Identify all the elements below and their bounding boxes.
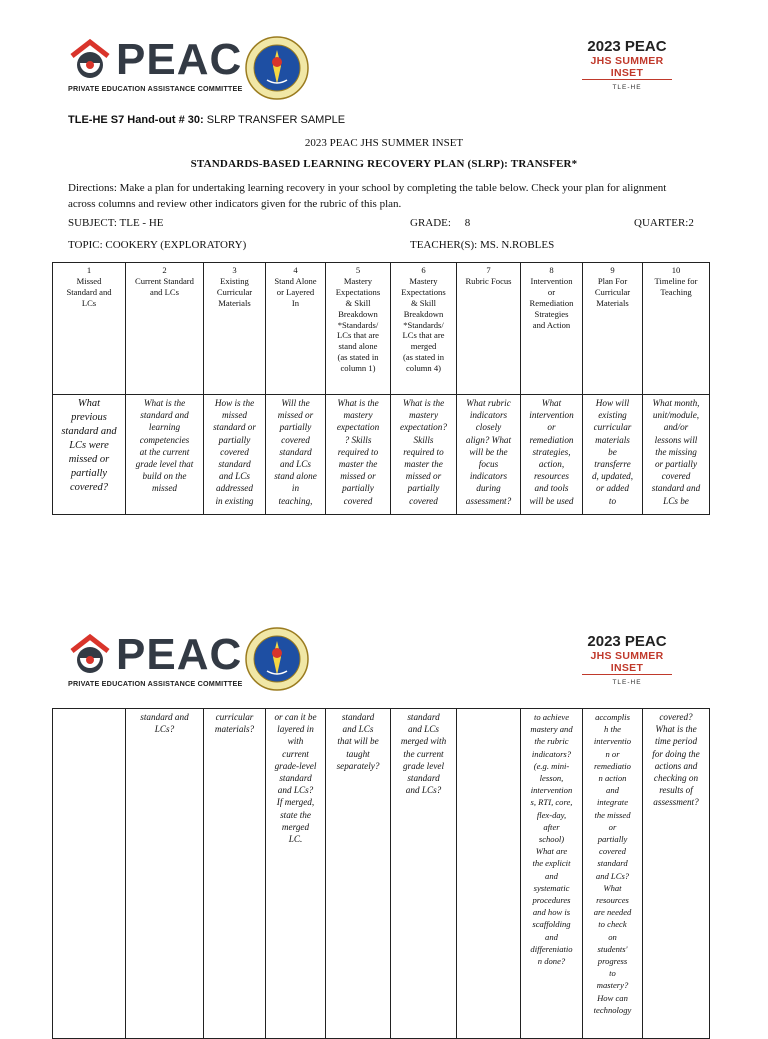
continued-question-line: the missed	[594, 809, 631, 820]
continued-question-line: s, RTI, core,	[530, 797, 573, 808]
inset-badge	[582, 38, 672, 91]
guide-question-line: master the	[404, 459, 443, 470]
column-header-line: merged	[410, 341, 437, 352]
column-header-line: & Skill	[345, 297, 371, 308]
continued-question-line: merged	[281, 821, 310, 832]
guide-question-5	[326, 395, 391, 515]
continued-question-line: assessment?	[653, 797, 699, 808]
continued-question-line: interventio	[593, 736, 632, 747]
continued-question-7	[457, 709, 521, 1039]
guide-question-line: covered	[661, 471, 691, 482]
column-header-line: Current Standard	[135, 275, 194, 286]
guide-question-line: missed or	[340, 471, 376, 482]
continued-question-line: results of	[659, 785, 693, 796]
column-header-line: In	[291, 297, 300, 308]
column-header-line: 8	[549, 265, 554, 275]
column-header-9	[583, 263, 643, 395]
continued-question-line: and LCs?	[277, 785, 314, 796]
continued-question-1	[53, 709, 126, 1039]
continued-question-line: or	[608, 821, 617, 832]
guide-question-line: missed or	[277, 410, 314, 421]
column-header-line: *Standards/	[403, 319, 444, 330]
continued-question-line: flex-day,	[536, 809, 567, 820]
guide-question-line: standard	[279, 446, 312, 457]
event-line: 2023 PEAC JHS SUMMER INSET	[304, 137, 464, 149]
peac-emblem-icon	[68, 38, 112, 82]
continued-question-9	[583, 709, 643, 1039]
inset-strand: TLE-HE	[612, 679, 642, 686]
guide-question-line: required to	[337, 446, 379, 457]
guide-question-line: or partially	[654, 459, 698, 470]
column-header-line: Existing	[220, 275, 249, 286]
guide-question-line: partially	[279, 422, 312, 433]
continued-question-line: standard and	[140, 712, 189, 722]
column-header-line: 7	[486, 265, 491, 275]
column-header-line: Standard and	[66, 286, 112, 297]
doc-title: STANDARDS-BASED LEARNING RECOVERY PLAN (SLRP): TRANSFER*	[190, 158, 578, 170]
column-header-line: 4	[293, 265, 298, 275]
guide-question-line: resources	[533, 471, 570, 482]
guide-question-line: required to	[403, 446, 444, 457]
guide-question-line: Will the	[281, 398, 310, 408]
column-header-line: column 4)	[405, 363, 442, 374]
column-header-line: Missed	[76, 275, 102, 286]
continued-question-line: n done?	[537, 956, 566, 967]
guide-question-line: curricular	[593, 422, 632, 433]
guide-question-line: standard and	[61, 426, 117, 437]
continued-question-line: and LCs?	[405, 785, 442, 796]
handout-title: SLRP TRANSFER SAMPLE	[206, 114, 346, 126]
continued-question-line: What is the	[655, 724, 697, 735]
column-header-line: (as stated in	[337, 352, 379, 363]
continued-question-line: partially	[597, 834, 628, 845]
guide-question-line: What	[77, 398, 101, 409]
column-header-line: Expectations	[401, 286, 446, 297]
guide-question-line: What month,	[652, 398, 700, 408]
continued-question-line: LCs?	[154, 724, 175, 735]
guide-question-line: mastery	[408, 410, 439, 421]
continued-question-line: that will be	[337, 736, 379, 747]
continued-question-line: What are	[535, 846, 568, 857]
guide-question-line: standard and	[140, 410, 189, 421]
guide-question-line: expectation	[336, 422, 380, 433]
continued-question-line: for doing the	[652, 748, 700, 759]
continued-question-line: mastery?	[596, 980, 629, 991]
column-header-line: 2	[162, 265, 167, 275]
guide-question-line: previous	[71, 412, 107, 423]
continued-question-line: covered	[599, 846, 626, 857]
guide-question-line: covered	[343, 495, 373, 506]
continued-question-line: time period	[654, 736, 698, 747]
continued-question-line: n action	[598, 773, 627, 784]
guide-question-line: What is the	[337, 398, 379, 408]
column-header-2	[126, 263, 204, 395]
continued-question-line: are needed	[593, 907, 632, 918]
guide-question-line: standard or	[213, 422, 256, 433]
grade: GRADE: 8	[410, 217, 471, 229]
continued-question-line: current	[282, 748, 309, 759]
column-header-line: Rubric Focus	[465, 275, 512, 286]
guide-question-line: and/or	[663, 422, 689, 433]
column-header-line: LCs	[81, 297, 97, 308]
guide-question-line: action,	[538, 459, 565, 470]
guide-question-line: covered	[220, 446, 249, 457]
continuation-row	[53, 709, 710, 1039]
column-header-line: Curricular	[594, 286, 631, 297]
guide-question-10	[643, 395, 710, 515]
continued-question-line: or can it be	[274, 712, 317, 722]
continued-question-line: materials?	[214, 724, 255, 735]
continued-question-line: on	[608, 931, 617, 942]
column-header-line: 6	[421, 265, 426, 275]
continued-question-line: If merged,	[276, 797, 315, 808]
guide-question-line: missed or	[405, 471, 442, 482]
column-header-line: stand alone	[338, 341, 378, 352]
inset-divider	[582, 674, 672, 675]
teacher: TEACHER(S): MS. N.ROBLES	[410, 239, 555, 251]
guide-question-7	[457, 395, 521, 515]
slrp-table-page2	[52, 708, 710, 1039]
guide-question-line: and LCs	[219, 471, 250, 482]
continued-question-line: integrate	[596, 797, 629, 808]
inset-strand: TLE-HE	[612, 84, 642, 91]
subject: SUBJECT: TLE - HE	[68, 217, 164, 229]
guide-question-line: partially	[342, 483, 374, 494]
continued-question-line: n or	[605, 748, 620, 759]
guide-question-line: missed or	[68, 454, 110, 465]
continued-question-line: merged with	[400, 736, 447, 747]
column-header-line: Materials	[596, 297, 629, 308]
column-header-6	[391, 263, 457, 395]
continued-question-line: state the	[280, 809, 311, 820]
deped-seal-icon	[245, 36, 309, 100]
guide-question-line: will be used	[529, 495, 574, 506]
guide-question-line: What	[541, 398, 562, 408]
continued-question-line: lesson,	[539, 773, 564, 784]
guide-question-line: competencies	[139, 434, 190, 445]
continued-question-line: grade level	[402, 760, 445, 771]
guide-question-line: partially	[407, 483, 440, 494]
column-header-line: 5	[355, 265, 361, 275]
guide-question-line: or added	[596, 483, 629, 494]
column-header-line: Materials	[218, 297, 251, 308]
guide-question-line: and LCs	[280, 459, 311, 470]
continued-question-line: separately?	[336, 760, 380, 771]
peac-logo	[68, 35, 243, 84]
continued-question-line: progress	[597, 956, 628, 967]
column-header-line: column 1)	[340, 363, 376, 374]
continued-question-line: covered?	[659, 712, 693, 722]
guide-question-line: missed	[151, 483, 177, 494]
guide-question-line: to	[608, 495, 617, 506]
column-header-1	[53, 263, 126, 395]
continued-question-line: and LCs	[342, 724, 374, 735]
peac-wordmark: PEAC	[116, 35, 243, 84]
continued-question-line: school)	[538, 834, 565, 845]
continued-question-line: h the	[604, 724, 621, 735]
guide-question-line: d, updated,	[591, 471, 634, 482]
guide-question-line: covered	[409, 495, 438, 506]
continued-question-line: with	[287, 736, 304, 747]
guide-question-line: What is the	[402, 398, 445, 408]
continued-question-line: actions and	[654, 760, 698, 771]
inset-year: 2023 PEAC	[587, 38, 667, 55]
guide-question-line: stand alone	[274, 471, 317, 482]
column-header-line: 3	[232, 265, 237, 275]
guide-question-line: covered	[281, 434, 310, 445]
guide-question-line: build on the	[142, 471, 187, 482]
guide-question-line: existing	[598, 410, 627, 421]
guide-question-line: standard and	[651, 483, 701, 494]
guide-question-line: LCs were	[69, 440, 109, 451]
continued-question-line: accomplis	[595, 712, 630, 722]
guide-question-line: will be the	[469, 446, 508, 457]
column-header-line: Mastery	[343, 275, 373, 286]
column-header-line: Breakdown	[338, 308, 378, 319]
guide-question-9	[583, 395, 643, 515]
slrp-table-page1	[52, 262, 710, 515]
column-header-line: Stand Alone	[274, 275, 317, 286]
guide-question-line: the missing	[655, 446, 697, 457]
continued-question-line: checking on	[653, 773, 699, 784]
continued-question-line: layered in	[277, 724, 314, 735]
column-header-line: & Skill	[410, 297, 437, 308]
guide-question-line: lessons will	[654, 434, 698, 445]
column-header-line: Strategies	[534, 308, 569, 319]
column-header-line: LCs that are	[402, 330, 445, 341]
guide-question-2	[126, 395, 204, 515]
column-header-line: and Action	[532, 319, 571, 330]
inset-name: JHS SUMMER INSET	[590, 650, 664, 674]
guide-question-line: indicators	[469, 471, 508, 482]
guide-question-line: during	[476, 483, 501, 494]
continued-question-line: standard	[279, 773, 312, 784]
continued-question-line: students'	[597, 943, 628, 954]
guide-question-1	[53, 395, 126, 515]
continued-question-line: to check	[598, 919, 627, 930]
continued-question-line: and LCs	[408, 724, 439, 735]
column-header-line: Breakdown	[403, 308, 444, 319]
guide-question-line: partially	[70, 468, 108, 479]
guide-question-line: be	[608, 446, 617, 457]
continued-question-line: and how is	[532, 907, 571, 918]
column-header-line: *Standards/	[337, 319, 379, 330]
continued-question-line: How can	[597, 992, 628, 1003]
handout-line	[68, 114, 345, 126]
question-row	[53, 395, 710, 515]
guide-question-line: covered?	[69, 482, 109, 493]
continued-question-6	[391, 709, 457, 1039]
continued-question-line: standard	[597, 858, 628, 869]
guide-question-line: materials	[595, 434, 630, 445]
peac-wordmark: PEAC	[116, 630, 243, 679]
inset-year: 2023 PEAC	[587, 633, 667, 650]
column-header-line: Plan For	[597, 275, 628, 286]
peac-logo-page2	[68, 630, 243, 679]
continued-question-line: grade-level	[274, 760, 317, 771]
continued-question-line: remediatio	[594, 760, 631, 771]
topic: TOPIC: COOKERY (EXPLORATORY)	[68, 239, 247, 251]
continued-question-line: intervention	[530, 785, 573, 796]
guide-question-line: in existing	[215, 495, 254, 506]
guide-question-line: mastery	[343, 410, 373, 421]
column-header-line: Timeline for	[654, 275, 698, 286]
continued-question-line: to	[609, 968, 616, 979]
guide-question-line: intervention	[529, 410, 574, 421]
column-header-line: (as stated in	[402, 352, 445, 363]
column-header-line: or Layered	[276, 286, 315, 297]
continued-question-line: and LCs?	[595, 870, 630, 881]
continued-question-line: indicators?	[531, 748, 572, 759]
guide-question-line: grade level that	[135, 459, 194, 470]
guide-question-line: master the	[338, 459, 378, 470]
continued-question-line: standard	[407, 773, 440, 784]
guide-question-line: closely	[475, 422, 502, 433]
guide-question-line: Skills	[413, 434, 434, 445]
continued-question-line: systematic	[533, 882, 570, 893]
column-header-line: Remediation	[529, 297, 574, 308]
guide-question-6	[391, 395, 457, 515]
guide-question-line: indicators	[469, 410, 508, 421]
guide-question-line: standard	[218, 459, 251, 470]
continued-question-line: curricular	[215, 712, 254, 722]
continued-question-line: standard	[341, 712, 375, 722]
column-header-line: LCs that are	[337, 330, 379, 341]
continued-question-line: (e.g. mini-	[533, 760, 570, 771]
column-header-4	[266, 263, 326, 395]
continued-question-line: differeniatio	[530, 943, 573, 954]
continued-question-line: LC.	[288, 834, 303, 845]
column-header-line: Expectations	[335, 286, 381, 297]
deped-seal-icon	[245, 627, 309, 691]
guide-question-line: align? What	[465, 434, 512, 445]
column-header-line: Intervention	[530, 275, 573, 286]
guide-question-line: strategies,	[532, 446, 571, 457]
guide-question-line: in	[291, 483, 300, 494]
column-header-5	[326, 263, 391, 395]
guide-question-line: transferre	[594, 459, 631, 470]
continued-question-line: the explicit	[532, 858, 571, 869]
guide-question-8	[521, 395, 583, 515]
continued-question-4	[266, 709, 326, 1039]
guide-question-3	[204, 395, 266, 515]
column-header-line: 1	[86, 265, 92, 275]
column-header-3	[204, 263, 266, 395]
directions: Directions: Make a plan for undertaking learning recovery in your school by completing the table below. Check your plan for alignment across columns and review other indicators given for the rubric of this plan.	[68, 182, 667, 210]
continued-question-line: scaffolding	[532, 919, 571, 930]
guide-question-line: or	[547, 422, 556, 433]
guide-question-line: expectation?	[400, 422, 447, 433]
column-header-7	[457, 263, 521, 395]
guide-question-line: addressed	[216, 483, 253, 494]
continued-question-2	[126, 709, 204, 1039]
guide-question-4	[266, 395, 326, 515]
guide-question-line: focus	[478, 459, 499, 470]
guide-question-line: How will	[595, 398, 630, 408]
guide-question-line: at the current	[139, 446, 190, 457]
column-header-line: Teaching	[660, 286, 692, 297]
column-header-line: 9	[610, 265, 615, 275]
continued-question-line: and	[545, 931, 558, 942]
guide-question-line: and tools	[534, 483, 569, 494]
peac-subtitle-page2: PRIVATE EDUCATION ASSISTANCE COMMITTEE	[68, 679, 243, 688]
guide-question-line: missed	[221, 410, 247, 421]
continued-question-line: resources	[596, 895, 629, 906]
quarter: QUARTER:2	[634, 217, 694, 229]
continued-question-line: What	[603, 882, 622, 893]
guide-question-line: ? Skills	[344, 434, 372, 445]
column-header-line: 10	[671, 265, 681, 275]
guide-question-line: unit/module,	[652, 410, 700, 421]
guide-question-line: What rubric	[466, 398, 511, 408]
column-header-10	[643, 263, 710, 395]
inset-divider	[582, 79, 672, 80]
continued-question-line: procedures	[532, 895, 571, 906]
continued-question-line: the rubric	[534, 736, 569, 747]
guide-question-line: learning	[148, 422, 181, 433]
continued-question-8	[521, 709, 583, 1039]
column-header-line: Mastery	[409, 275, 438, 286]
continued-question-line: to achieve	[533, 712, 570, 722]
continued-question-line: standard	[407, 712, 440, 722]
continued-question-3	[204, 709, 266, 1039]
continued-question-line: after	[543, 821, 560, 832]
continued-question-line: and	[606, 785, 619, 796]
guide-question-line: partially	[218, 434, 251, 445]
guide-question-line: How is the	[214, 398, 255, 408]
header-row	[53, 263, 710, 395]
continued-question-10	[643, 709, 710, 1039]
peac-emblem-icon	[68, 633, 112, 677]
continued-question-line: and	[545, 870, 558, 881]
continued-question-line: technology	[593, 1004, 632, 1015]
guide-question-line: LCs be	[663, 495, 689, 506]
handout-label: TLE-HE S7 Hand-out # 30:	[68, 114, 204, 126]
continued-question-line: the current	[403, 748, 444, 759]
guide-question-line: assessment?	[465, 495, 512, 506]
guide-question-line: remediation	[529, 434, 574, 445]
guide-question-line: teaching,	[278, 495, 313, 506]
column-header-line: and LCs	[150, 286, 179, 297]
continued-question-5	[326, 709, 391, 1039]
inset-badge-page2	[582, 633, 672, 686]
column-header-line: Curricular	[216, 286, 253, 297]
continued-question-line: mastery and	[530, 724, 573, 735]
column-header-line: or	[547, 286, 556, 297]
guide-question-line: What is the	[143, 398, 186, 408]
continued-question-line: taught	[346, 748, 370, 759]
peac-subtitle: PRIVATE EDUCATION ASSISTANCE COMMITTEE	[68, 84, 243, 93]
inset-name: JHS SUMMER INSET	[590, 55, 664, 79]
column-header-8	[521, 263, 583, 395]
